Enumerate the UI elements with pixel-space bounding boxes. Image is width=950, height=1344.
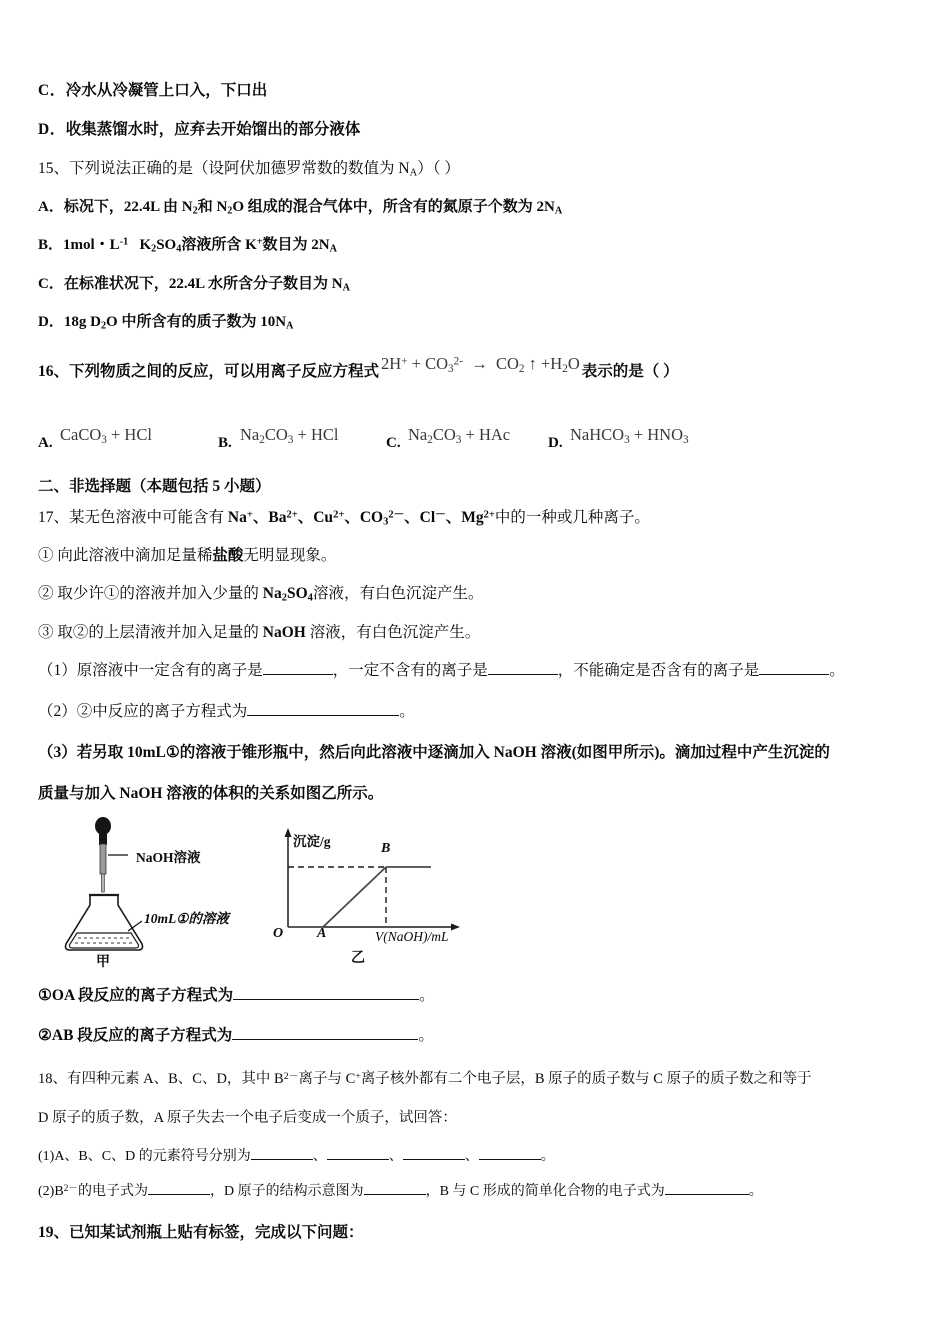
- question-16-choices: [38, 404, 918, 456]
- question-15-option-d: [38, 310, 918, 332]
- x-axis-arrow: [451, 924, 460, 931]
- question-15-stem-suffix: ）（ ）: [417, 160, 460, 177]
- sub-2-text-b: 。: [399, 703, 415, 721]
- question-15-stem-sub: A: [409, 167, 418, 179]
- sep: 、: [312, 1149, 327, 1165]
- question-17-sub-1: [38, 658, 918, 680]
- chart-point-label-b: B: [381, 841, 391, 857]
- section-2-heading: 二、非选择题（本题包括 5 小题）: [38, 477, 271, 495]
- flask-content-label: 10mL①的溶液: [144, 911, 229, 927]
- question-17-after-2: [38, 1023, 918, 1045]
- question-18-line-1: 18、有四种元素 A、B、C、D，其中 $B^{2-}$离子与 C+离子核外都有二个电子层，B 原子的质子数与 C 原子的质子数之和等于: [38, 1070, 812, 1088]
- question-18-sub-1: [38, 1145, 918, 1165]
- answer-blank[interactable]: [665, 1194, 749, 1195]
- chart-point-label-a: A: [317, 926, 327, 942]
- chart-y-axis-label: 沉淀/g: [293, 834, 331, 850]
- answer-blank[interactable]: [251, 1159, 313, 1160]
- sub-3-text-line-1: （3）若另取 10mL①的溶液于锥形瓶中，然后向此溶液中逐滴加入 NaOH 溶液(如图甲所示)。滴加过程中产生沉淀的: [38, 744, 830, 762]
- question-17-sub-3-line-2: [38, 781, 918, 803]
- question-17-stem: 17、某无色溶液中可能含有 Na+、$Ba^{2+}$、$Cu^{2+}$、$CO_3^{2-}$、Cl－、$Mg^{2+}$中的一种或几种离子。: [38, 508, 650, 528]
- option-label: D．: [38, 314, 64, 331]
- choice-formula: CaCO$_3$ + HCl: [60, 425, 152, 446]
- choice-label: D.: [548, 434, 563, 451]
- option-text: 在标准状况下，22.4L 水所含分子数目为 $N_A$: [63, 275, 350, 294]
- answer-blank[interactable]: [233, 999, 419, 1000]
- choice-formula: $Na_2CO_3$ + HCl: [240, 425, 339, 446]
- question-17-step-1: ① 向此溶液中滴加足量稀盐酸无明显现象。: [38, 547, 337, 565]
- after-1-text: ①OA 段反应的离子方程式为: [38, 987, 234, 1005]
- option-label: A．: [38, 198, 64, 215]
- question-15-option-b: [38, 233, 918, 255]
- choice-formula: NaHCO$_3$ + $HNO_3$: [570, 425, 689, 446]
- question-17-step-2: ② 取少许①的溶液并加入少量的 $Na_2SO_4$溶液，有白色沉淀产生。: [38, 585, 484, 605]
- choice-label: B.: [218, 434, 232, 451]
- figure-apparatus: [56, 817, 266, 971]
- question-17-after-1: [38, 983, 918, 1005]
- choice-label: C.: [386, 434, 401, 451]
- sub-1-text-a: （1）原溶液中一定含有的离子是: [38, 662, 263, 680]
- answer-blank[interactable]: [403, 1159, 465, 1160]
- sep: 、: [388, 1149, 403, 1165]
- apparatus-svg: [56, 817, 266, 967]
- answer-blank[interactable]: [232, 1039, 418, 1040]
- dropper-neck-icon: [99, 833, 107, 845]
- question-16-stem: [38, 354, 918, 388]
- answer-blank[interactable]: [364, 1194, 426, 1195]
- option-label: B．: [38, 237, 64, 254]
- question-15-option-c: [38, 272, 918, 294]
- question-15-stem-prefix: 15、下列说法正确的是（设阿伏加德罗常数的数值为 N: [38, 160, 410, 177]
- question-15-stem: [38, 156, 918, 179]
- question-18-line-2: D 原子的质子数，A 原子失去一个电子后变成一个质子，试回答：: [38, 1110, 457, 1127]
- after-2-period: 。: [418, 1027, 434, 1045]
- sub-3-text-line-2: 质量与加入 NaOH 溶液的体积的关系如图乙所示。: [38, 785, 384, 803]
- chart-origin-label: O: [273, 926, 284, 942]
- dropper-bulb-icon: [95, 817, 111, 835]
- answer-blank[interactable]: [247, 715, 399, 716]
- option-row: [38, 78, 918, 100]
- answer-blank[interactable]: [488, 674, 558, 675]
- chart-x-axis-label: V(NaOH)/mL: [375, 929, 449, 945]
- answer-blank[interactable]: [327, 1159, 389, 1160]
- option-text: 18g $D_2O$ 中所含有的质子数为 $10N_A$: [63, 314, 294, 332]
- option-label: C．: [38, 275, 64, 292]
- option-label: C．: [38, 82, 66, 99]
- question-16-choice-b: [218, 425, 339, 452]
- sep: 、: [464, 1149, 479, 1165]
- page-content: [38, 78, 918, 1242]
- question-17-step-3: ③ 取②的上层清液并加入足量的 NaOH 溶液，有白色沉淀产生。: [38, 624, 481, 642]
- question-16-stem-before: 16、下列物质之间的反应，可以用离子反应方程式: [38, 362, 380, 380]
- precipitate-chart-svg: [253, 817, 493, 967]
- answer-blank[interactable]: [148, 1194, 210, 1195]
- sub-1-text-b: ，一定不含有的离子是: [332, 662, 488, 680]
- dropper-tip-icon: [101, 874, 104, 892]
- option-label: D．: [38, 121, 66, 138]
- sub-1-text: (1)A、B、C、D 的元素符号分别为: [38, 1149, 251, 1165]
- question-19-stem: 19、已知某试剂瓶上贴有标签，完成以下问题：: [38, 1224, 364, 1242]
- answer-blank[interactable]: [479, 1159, 541, 1160]
- dropper-stem-icon: [100, 844, 106, 874]
- answer-blank[interactable]: [759, 674, 829, 675]
- question-17-sub-2: [38, 699, 918, 721]
- choice-formula: $Na_2CO_3$ + HAc: [408, 425, 511, 446]
- flask-liquid: [69, 933, 138, 948]
- option-text: 收集蒸馏水时，应弃去开始馏出的部分液体: [65, 121, 361, 138]
- question-16-stem-after: 表示的是（ ）: [581, 362, 679, 380]
- sub-1-text-c: ，不能确定是否含有的离子是: [557, 662, 760, 680]
- option-text: 冷水从冷凝管上口入，下口出: [65, 82, 268, 99]
- figure-group: [38, 817, 918, 969]
- after-1-period: 。: [419, 987, 435, 1005]
- question-18-sub-2: $(2)B^{2-}$的电子式为 ，D 原子的结构示意图为 ，B 与 C 形成的简单化合物的电子式为 。: [38, 1184, 763, 1200]
- question-16-choice-d: [548, 425, 689, 452]
- dropper-label: NaOH溶液: [136, 850, 201, 866]
- option-row: [38, 117, 918, 139]
- option-text: 标况下，22.4L 由 $N_2$和 $N_2O$ 组成的混合气体中，所含有的氮原子个数为 $2N_A$: [63, 198, 563, 217]
- choice-label: A.: [38, 434, 53, 451]
- ionic-equation: $2H^+ + CO_3^{2-} \to CO_2$ ↑ $+H_2O$: [381, 353, 580, 375]
- question-16-choice-c: [386, 425, 511, 452]
- figure-apparatus-caption: 甲: [96, 955, 110, 971]
- answer-blank[interactable]: [263, 674, 333, 675]
- question-15-option-a: [38, 195, 918, 217]
- option-text: 1mol・$L^{-1}$ $K_2SO_4$溶液所含 K+数目为 $2N_A$: [63, 236, 337, 255]
- curve-segment-AB: [323, 867, 386, 927]
- sub-2-text-a: （2）②中反应的离子方程式为: [38, 703, 248, 721]
- figure-chart: [253, 817, 493, 967]
- sub-1-period: 。: [540, 1149, 555, 1165]
- after-2-text: ②AB 段反应的离子方程式为: [38, 1027, 233, 1045]
- question-16-choice-a: [38, 425, 152, 452]
- sub-1-text-d: 。: [829, 662, 845, 680]
- y-axis-arrow: [285, 828, 292, 837]
- question-17-sub-3-line-1: [38, 740, 918, 762]
- figure-chart-caption: 乙: [351, 951, 365, 967]
